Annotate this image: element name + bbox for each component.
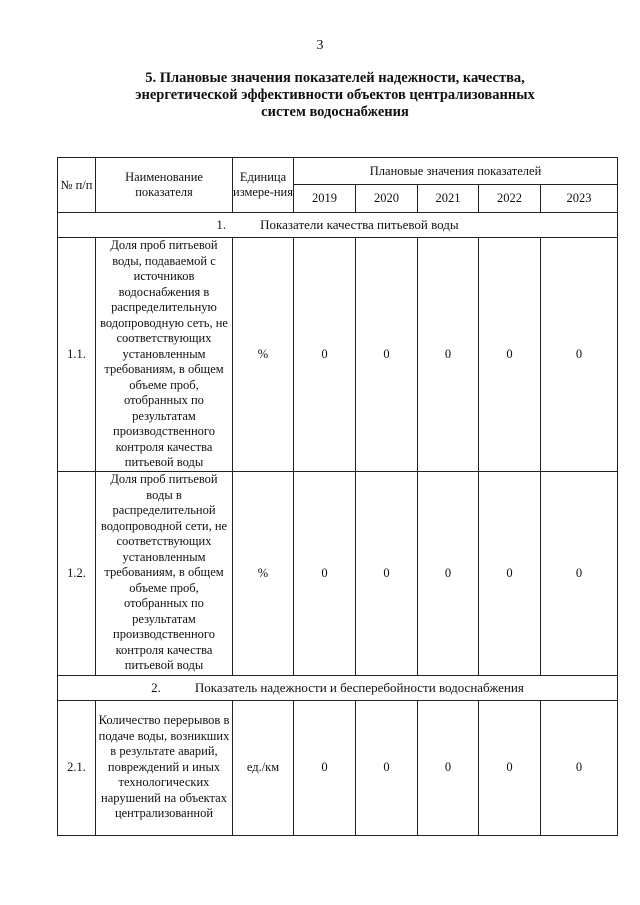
header-year: 2023 bbox=[541, 185, 618, 213]
row-value: 0 bbox=[541, 238, 618, 472]
header-year: 2020 bbox=[356, 185, 418, 213]
header-number: № п/п bbox=[58, 158, 96, 213]
header-indicator-name: Наименование показателя bbox=[96, 158, 233, 213]
header-unit: Единица измере-ния bbox=[233, 158, 294, 213]
section-number: 2. bbox=[151, 679, 161, 695]
title-line-2: энергетической эффективности объектов централизованных bbox=[135, 87, 535, 103]
row-value: 0 bbox=[479, 471, 541, 675]
row-value: 0 bbox=[356, 471, 418, 675]
indicators-table bbox=[57, 157, 618, 836]
row-unit: % bbox=[233, 238, 294, 472]
row-value: 0 bbox=[418, 238, 479, 472]
row-indicator-name: Доля проб питьевой воды в распределительной водопроводной сети, не соответствующих установленным требованиям, в общем объеме проб, отобранных по результатам производственного контроля качества питьевой воды bbox=[96, 471, 233, 675]
document-title bbox=[100, 70, 570, 121]
header-year: 2021 bbox=[418, 185, 479, 213]
table-row bbox=[58, 700, 618, 835]
row-value: 0 bbox=[294, 700, 356, 835]
row-indicator-name: Количество перерывов в подаче воды, возникших в результате аварий, повреждений и иных технологических нарушений на объектах централизованной bbox=[96, 700, 233, 835]
row-value: 0 bbox=[479, 238, 541, 472]
row-number: 1.1. bbox=[58, 238, 96, 472]
section-number: 1. bbox=[216, 217, 227, 232]
section-row bbox=[58, 675, 618, 700]
row-value: 0 bbox=[541, 471, 618, 675]
row-unit: ед./км bbox=[233, 700, 294, 835]
row-value: 0 bbox=[418, 471, 479, 675]
page-number: 3 bbox=[316, 38, 324, 53]
header-year: 2022 bbox=[479, 185, 541, 213]
row-value: 0 bbox=[541, 700, 618, 835]
title-line-3: систем водоснабжения bbox=[261, 104, 409, 120]
table-row bbox=[58, 238, 618, 472]
row-value: 0 bbox=[356, 700, 418, 835]
row-number: 2.1. bbox=[58, 700, 96, 835]
row-value: 0 bbox=[356, 238, 418, 472]
section-row bbox=[58, 213, 618, 238]
row-value: 0 bbox=[479, 700, 541, 835]
row-unit: % bbox=[233, 471, 294, 675]
row-value: 0 bbox=[418, 700, 479, 835]
header-planned-values: Плановые значения показателей bbox=[294, 158, 618, 185]
section-title: Показатели качества питьевой воды bbox=[260, 217, 459, 232]
title-line-1: 5. Плановые значения показателей надежности, качества, bbox=[145, 70, 525, 86]
row-value: 0 bbox=[294, 471, 356, 675]
section-title: Показатель надежности и бесперебойности водоснабжения bbox=[194, 679, 524, 695]
table-row bbox=[58, 471, 618, 675]
header-year: 2019 bbox=[294, 185, 356, 213]
section-heading bbox=[58, 213, 618, 238]
row-number: 1.2. bbox=[58, 471, 96, 675]
row-indicator-name: Доля проб питьевой воды, подаваемой с источников водоснабжения в распределительную водопроводную сеть, не соответствующих установленным требованиям, в общем объеме проб, отобранных по результатам производственного контроля качества питьевой воды bbox=[96, 238, 233, 472]
row-value: 0 bbox=[294, 238, 356, 472]
section-heading bbox=[58, 675, 618, 700]
